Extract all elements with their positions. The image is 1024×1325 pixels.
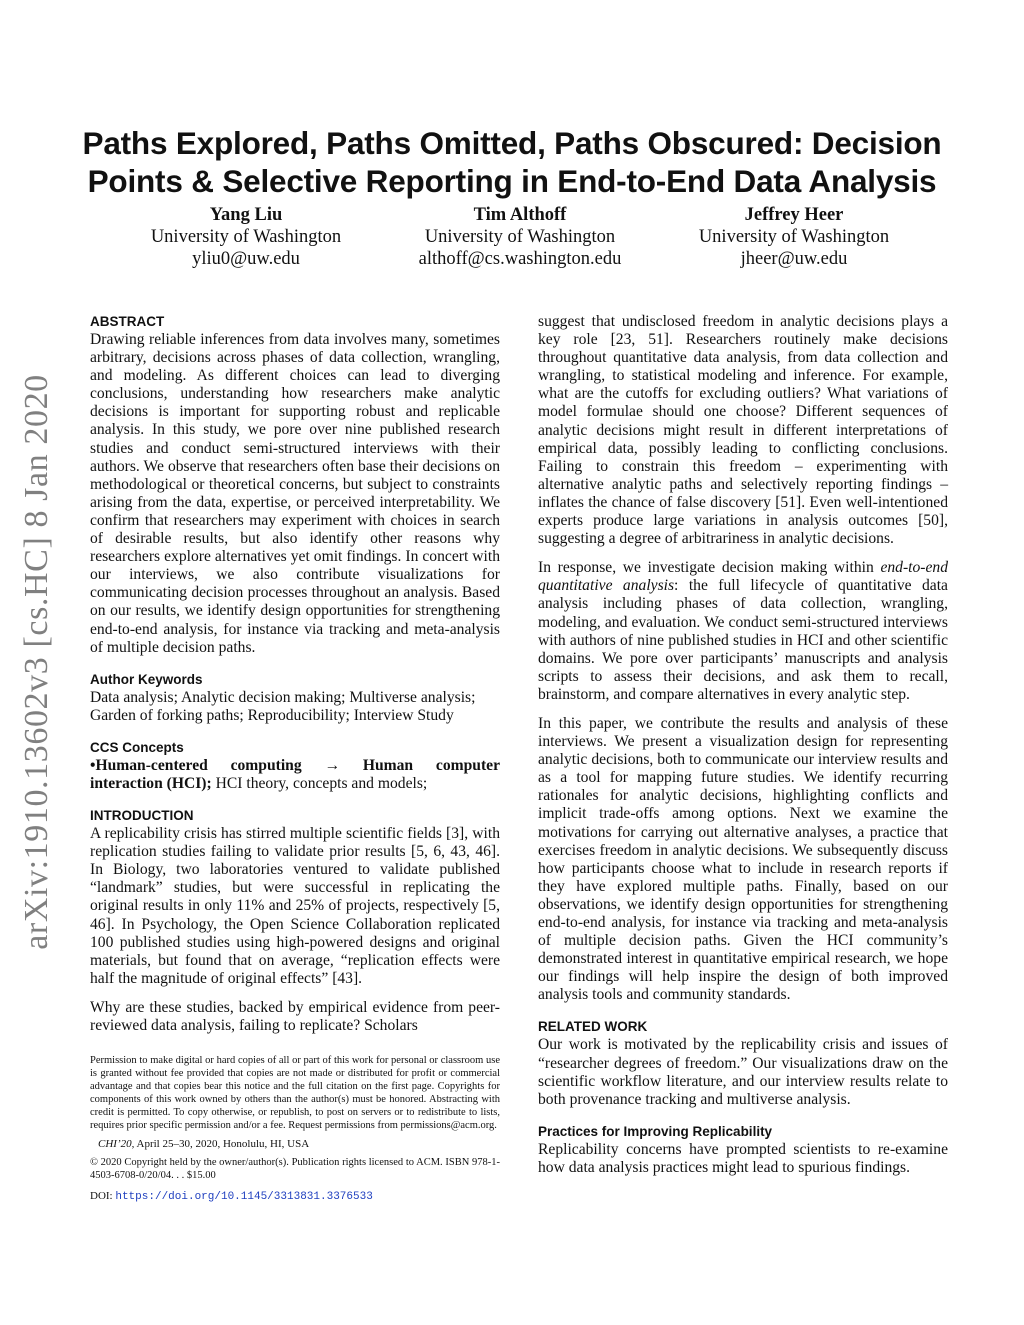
conference-details: April 25–30, 2020, Honolulu, HI, USA	[134, 1138, 310, 1150]
author-block	[0, 204, 1024, 284]
doi-link[interactable]: https://doi.org/10.1145/3313831.3376533	[115, 1191, 373, 1203]
paper-title: Paths Explored, Paths Omitted, Paths Obscured: Decision Points & Selective Reporting in End-to-End Data Analysis	[82, 125, 942, 199]
conference-name: CHI’20,	[98, 1138, 135, 1150]
author-1	[96, 204, 396, 270]
p2-italic-term: end-to-end quantitative analysis	[538, 559, 948, 595]
author-affiliation: University of Washington	[424, 227, 616, 247]
arxiv-stamp	[8, 361, 66, 963]
intro-continued-paragraph-2	[538, 559, 948, 704]
abstract-heading: ABSTRACT	[90, 314, 165, 329]
author-name: Yang Liu	[209, 205, 283, 225]
author-email: althoff@cs.washington.edu	[418, 249, 622, 269]
related-work-heading: RELATED WORK	[538, 1019, 648, 1035]
author-affiliation: University of Washington	[698, 227, 890, 247]
keywords-text: Data analysis; Analytic decision making; Multiverse analysis; Garden of forking paths; Reproducibility; Interview Study	[90, 688, 476, 724]
right-column	[538, 313, 948, 1177]
intro-continued-paragraph-1: suggest that undisclosed freedom in analytic decisions plays a key role [23, 51]. Researchers routinely make decisions throughout quantitative data analysis, from data collection and wrangling, to statistical modeling and inference. For example, what are the cutoffs for excluding outliers? What variations of model formulae should one choose? Different sequences of analytic decisions might result in different interpretations of empirical data, possibly leading to conflicting conclusions. Failing to constrain this freedom – experimenting with alternative analytic paths and selectively reporting findings – inflates the chance of false discovery [51]. Even well-intentioned experts produce large variations in analysis outcomes [50], suggesting a degree of arbitrariness in analytic decisions.	[538, 313, 948, 548]
author-name: Jeffrey Heer	[744, 205, 844, 225]
author-2	[370, 204, 670, 270]
related-work-text: Our work is motivated by the replicability crisis and issues of “researcher degrees of freedom.” Our visualizations draw on the scientific workflow literature, and our interview results relate to both provenance tracking and multiverse analysis.	[538, 1036, 948, 1108]
permission-text: Permission to make digital or hard copies of all or part of this work for personal or classroom use is granted without fee provided that copies are not made or distributed for profit or commercial advantage and that copies bear this notice and the full citation on the first page. Copyrights for components of this work owned by others than the author(s) must be honored. Abstracting with credit is permitted. To copy otherwise, or republish, to post on servers or to redistribute to lists, requires prior specific permission and/or a fee. Request permissions from permissions@acm.org.	[90, 1055, 500, 1131]
author-email: jheer@uw.edu	[740, 249, 848, 269]
p2-after: : the full lifecycle of quantitative data analysis including phases of data collection, wrangling, modeling, and evaluation. We conduct semi-structured interviews with authors of nine published studies in HCI and other scientific domains. We pore over participants’ manuscripts and analysis scripts to assess their decisions, and ask them to recall, brainstorm, and compare alternatives in every analytic step.	[538, 577, 948, 703]
ccs-bold-text: Human-centered computing → Human computer interaction (HCI);	[90, 756, 500, 792]
abstract-text: Drawing reliable inferences from data involves many, sometimes arbitrary, decisions across phases of data collection, wrangling, and modeling. As different choices can lead to diverging conclusions, understanding how researchers make analytic decisions is important for supporting robust and replicable analysis. In this study, we pore over nine published research studies and conduct semi-structured interviews with their authors. We observe that researchers often base their decisions on methodological or theoretical concerns, but subject to constraints arising from the data, expertise, or perceived interpretability. We confirm that researchers may experiment with choices in search of desirable results, but also identify other reasons why researchers explore alternatives yet omit findings. In concert with our interviews, we also contribute visualizations for communicating decision processes throughout an analysis. Based on our results, we identify design opportunities for strengthening end-to-end analysis, for instance via tracking and meta-analysis of multiple decision paths.	[90, 331, 500, 656]
copyright-text: © 2020 Copyright held by the owner/author(s). Publication rights licensed to ACM. ISBN 978-1-4503-6708-0/20/04. . . $15.00	[90, 1157, 500, 1181]
intro-continued-paragraph-3: In this paper, we contribute the results and analysis of these interviews. We present a visualization design for representing analytic decisions, both to communicate our interview results and as a tool for mapping future studies. We identify recurring rationales for analytic decisions, highlighting conflicts and implicit trade-offs among options. Next we examine the motivations for carrying out alternative analyses, a practice that exercises freedom in analytic decisions. We subsequently discuss how participants choose what to include in research reports if they have explored multiple paths. Finally, based on our observations, we identify design opportunities for strengthening end-to-end analysis, for instance via tracking and meta-analysis of multiple decision paths. Given the HCI community’s demonstrated interest in quantitative empirical research, we hope our findings will help inspire the design of both improved analysis tools and community standards.	[538, 714, 948, 1004]
permission-block	[90, 1054, 500, 1204]
doi-label: DOI:	[90, 1190, 116, 1202]
author-name: Tim Althoff	[473, 205, 567, 225]
author-affiliation: University of Washington	[150, 227, 342, 247]
author-3	[644, 204, 944, 270]
ccs-rest-text: HCI theory, concepts and models;	[211, 774, 428, 792]
arxiv-stamp-text: arXiv:1910.13602v3 [cs.HC] 8 Jan 2020	[18, 374, 55, 950]
introduction-paragraph-1: A replicability crisis has stirred multiple scientific fields [3], with replication studies failing to validate prior results [5, 6, 43, 46]. In Biology, two laboratories ventured to validate published “landmark” studies, but were successful in replicating the original results in only 11% and 25% of projects, respectively [5, 46]. In Psychology, the Open Science Collaboration replicated 100 published studies using high-powered designs and original materials, but found that on average, “replication effects were half the magnitude of original effects” [43].	[90, 825, 500, 987]
practices-text: Replicability concerns have prompted scientists to re-examine how data analysis practices might lead to spurious findings.	[538, 1140, 948, 1176]
left-column	[90, 313, 500, 1035]
ccs-text	[90, 757, 500, 793]
author-email: yliu0@uw.edu	[192, 249, 300, 269]
practices-heading: Practices for Improving Replicability	[538, 1123, 773, 1139]
introduction-paragraph-2: Why are these studies, backed by empirical evidence from peer-reviewed data analysis, failing to replicate? Scholars	[90, 998, 500, 1034]
ccs-heading: CCS Concepts	[90, 739, 184, 755]
keywords-heading: Author Keywords	[90, 671, 203, 687]
doi-line	[90, 1190, 500, 1204]
introduction-heading: INTRODUCTION	[90, 808, 194, 824]
ccs-bullet: •	[90, 756, 96, 774]
conference-line	[90, 1138, 500, 1151]
p2-before: In response, we investigate decision making within	[538, 559, 881, 577]
